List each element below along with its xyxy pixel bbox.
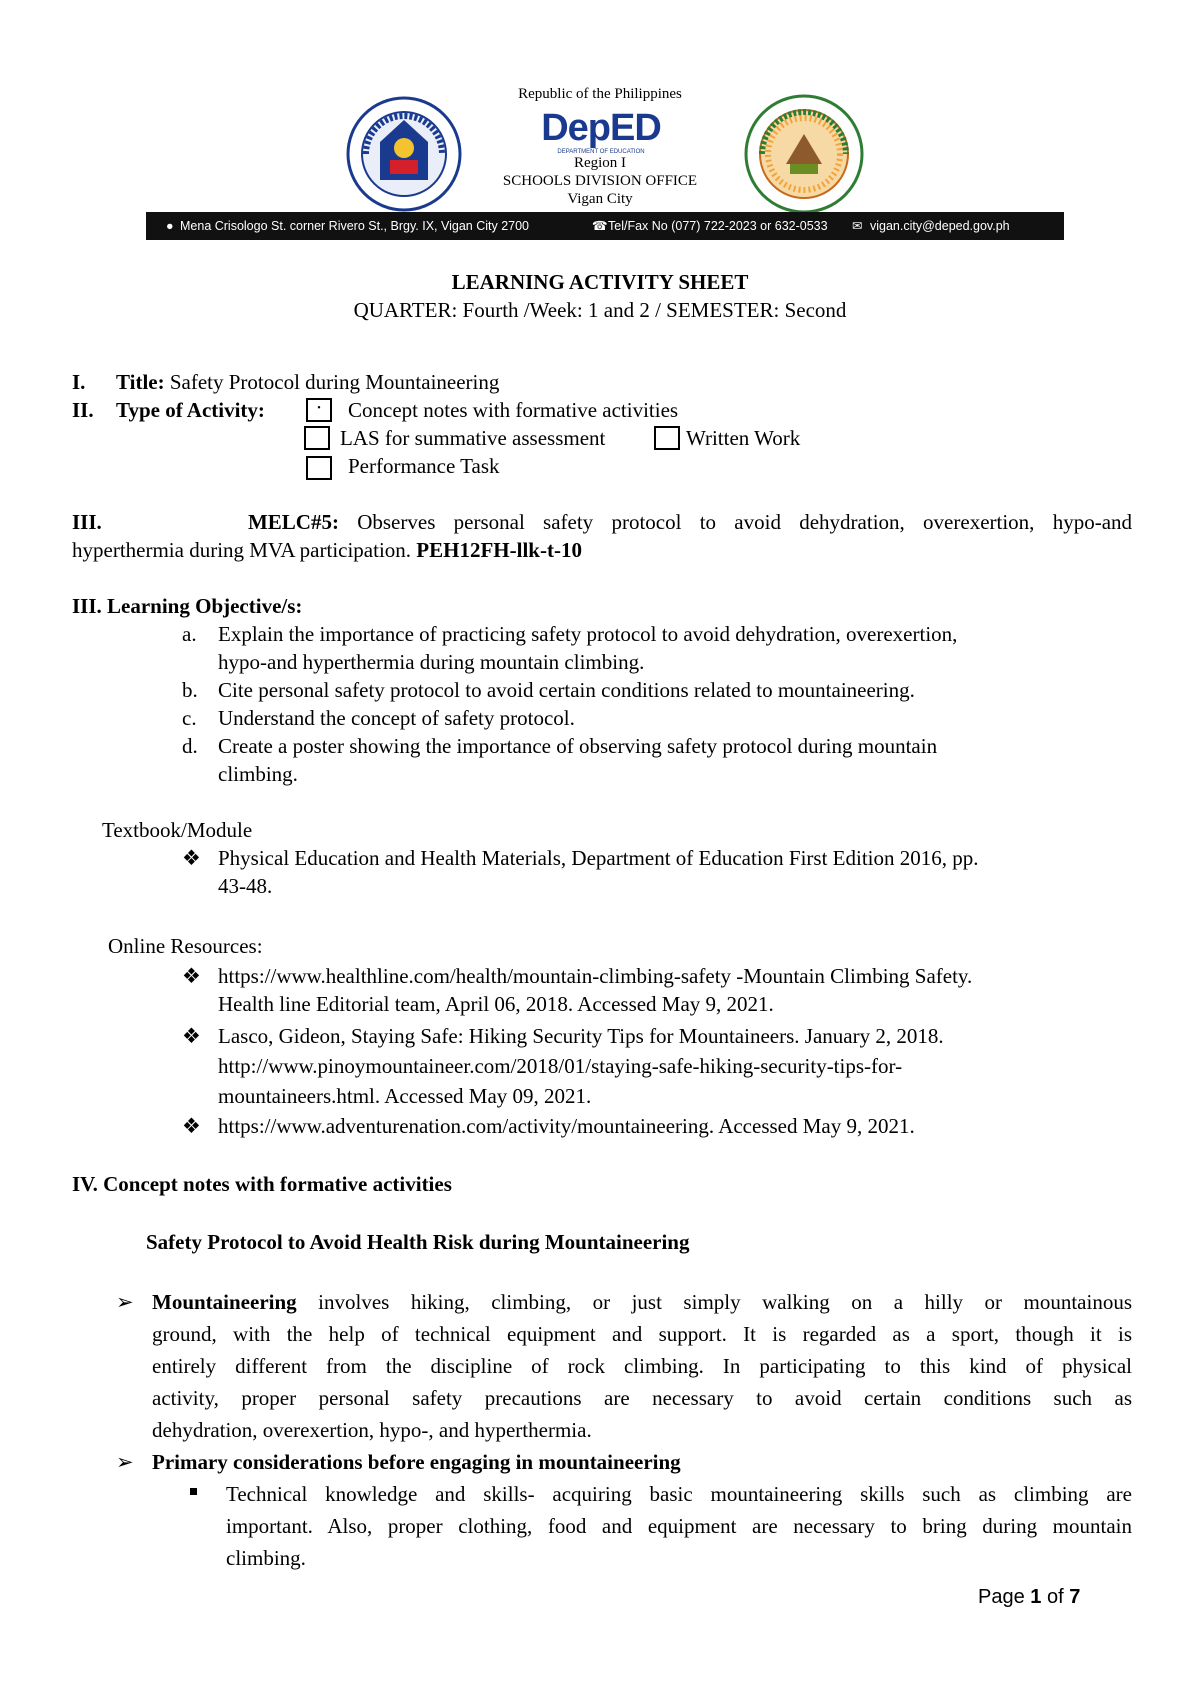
- concept-heading: IV. Concept notes with formative activities: [72, 1172, 452, 1196]
- phone-icon: ☎: [592, 219, 608, 233]
- melc-code: PEH12FH-llk-t-10: [416, 538, 582, 562]
- primary-considerations-heading: Primary considerations before engaging in mountaineering: [152, 1450, 681, 1474]
- paragraph-line: climbing.: [226, 1546, 306, 1570]
- objective-letter: a.: [182, 622, 197, 646]
- email-text: vigan.city@deped.gov.ph: [870, 219, 1010, 233]
- checkbox-performance-task[interactable]: [306, 456, 332, 480]
- melc-line-2: hyperthermia during MVA participation. PEH12FH-llk-t-10: [72, 538, 582, 562]
- checkbox-written-work[interactable]: [654, 426, 680, 450]
- square-bullet-icon: [190, 1488, 197, 1495]
- section-ii-num: II.: [72, 398, 94, 422]
- melc-line-1: III. MELC#5: Observes personal safety protocol to avoid dehydration, overexertion, hypo-and: [72, 510, 1133, 534]
- diamond-bullet-icon: ❖: [182, 846, 201, 870]
- textbook-heading: Textbook/Module: [102, 818, 253, 842]
- option-written-work: Written Work: [686, 426, 801, 450]
- deped-logo: DepED DEPARTMENT OF EDUCATION: [541, 107, 661, 155]
- city-text: Vigan City: [567, 191, 633, 207]
- online-ref: https://www.adventurenation.com/activity/mountaineering. Accessed May 9, 2021.: [218, 1114, 915, 1138]
- page-number: Page 1 of 7: [978, 1586, 1081, 1608]
- objective-letter: c.: [182, 706, 197, 730]
- paragraph-line: Technical knowledge and skills- acquiring basic mountaineering skills such as climbing are: [226, 1482, 1132, 1506]
- section-ii-label: Type of Activity:: [116, 398, 265, 422]
- paragraph-line: Mountaineering involves hiking, climbing, or just simply walking on a hilly or mountainous: [152, 1290, 1132, 1314]
- section-i-num: I.: [72, 370, 86, 394]
- paragraph-line: entirely different from the discipline of rock climbing. In participating to this kind of physical: [152, 1354, 1132, 1378]
- option-concept-notes: Concept notes with formative activities: [348, 398, 679, 422]
- checkbox-concept-notes[interactable]: •: [306, 398, 332, 422]
- diamond-bullet-icon: ❖: [182, 1114, 201, 1138]
- office-text: SCHOOLS DIVISION OFFICE: [502, 173, 698, 189]
- section-i-title: Title: Safety Protocol during Mountaineering: [116, 370, 500, 394]
- concept-subheading: Safety Protocol to Avoid Health Risk during Mountaineering: [146, 1230, 690, 1254]
- online-heading: Online Resources:: [108, 934, 263, 958]
- online-ref: Health line Editorial team, April 06, 2018. Accessed May 9, 2021.: [218, 992, 774, 1016]
- paragraph-line: dehydration, overexertion, hypo-, and hyperthermia.: [152, 1418, 592, 1442]
- paragraph-line: activity, proper personal safety precautions are necessary to avoid certain conditions such as: [152, 1386, 1132, 1410]
- republic-text: Republic of the Philippines: [518, 86, 682, 102]
- online-ref: mountaineers.html. Accessed May 09, 2021.: [218, 1084, 592, 1108]
- arrow-bullet-icon: ➢: [116, 1290, 134, 1314]
- objective-letter: d.: [182, 734, 198, 758]
- paragraph-line: important. Also, proper clothing, food and equipment are necessary to bring during mountain: [226, 1514, 1132, 1538]
- diamond-bullet-icon: ❖: [182, 1024, 201, 1048]
- diamond-bullet-icon: ❖: [182, 964, 201, 988]
- document-title: LEARNING ACTIVITY SHEET: [451, 270, 749, 294]
- textbook-ref: 43-48.: [218, 874, 273, 898]
- objective-text: Explain the importance of practicing safety protocol to avoid dehydration, overexertion,: [218, 622, 958, 646]
- checkbox-las-summative[interactable]: [304, 426, 330, 450]
- paragraph-line: ground, with the help of technical equipment and support. It is regarded as a sport, though it is: [152, 1322, 1132, 1346]
- location-icon: ●: [166, 219, 174, 233]
- objective-letter: b.: [182, 678, 198, 702]
- objectives-heading: III. Learning Objective/s:: [72, 594, 303, 618]
- quarter-line: QUARTER: Fourth /Week: 1 and 2 / SEMESTER: Second: [353, 298, 847, 322]
- objective-text: Understand the concept of safety protocol.: [218, 706, 575, 730]
- contact-bar: [146, 212, 1064, 240]
- address-text: Mena Crisologo St. corner Rivero St., Brgy. IX, Vigan City 2700: [180, 219, 529, 233]
- email-icon: ✉: [852, 219, 863, 233]
- objective-text: hypo-and hyperthermia during mountain climbing.: [218, 650, 645, 674]
- right-seal: [744, 94, 864, 214]
- arrow-bullet-icon: ➢: [116, 1450, 134, 1474]
- objective-text: Create a poster showing the importance of observing safety protocol during mountain: [218, 734, 938, 758]
- objective-text: climbing.: [218, 762, 298, 786]
- online-ref: http://www.pinoymountaineer.com/2018/01/staying-safe-hiking-security-tips-for-: [218, 1054, 903, 1078]
- objective-text: Cite personal safety protocol to avoid certain conditions related to mountaineering.: [218, 678, 915, 702]
- online-ref: https://www.healthline.com/health/mountain-climbing-safety -Mountain Climbing Safety.: [218, 964, 973, 988]
- option-las-summative: LAS for summative assessment: [340, 426, 606, 450]
- online-ref: Lasco, Gideon, Staying Safe: Hiking Security Tips for Mountaineers. January 2, 2018.: [218, 1024, 944, 1048]
- telfax-text: Tel/Fax No (077) 722-2023 or 632-0533: [608, 219, 828, 233]
- option-performance-task: Performance Task: [348, 454, 500, 478]
- textbook-ref: Physical Education and Health Materials, Department of Education First Edition 2016, pp.: [218, 846, 979, 870]
- region-text: Region I: [573, 155, 627, 171]
